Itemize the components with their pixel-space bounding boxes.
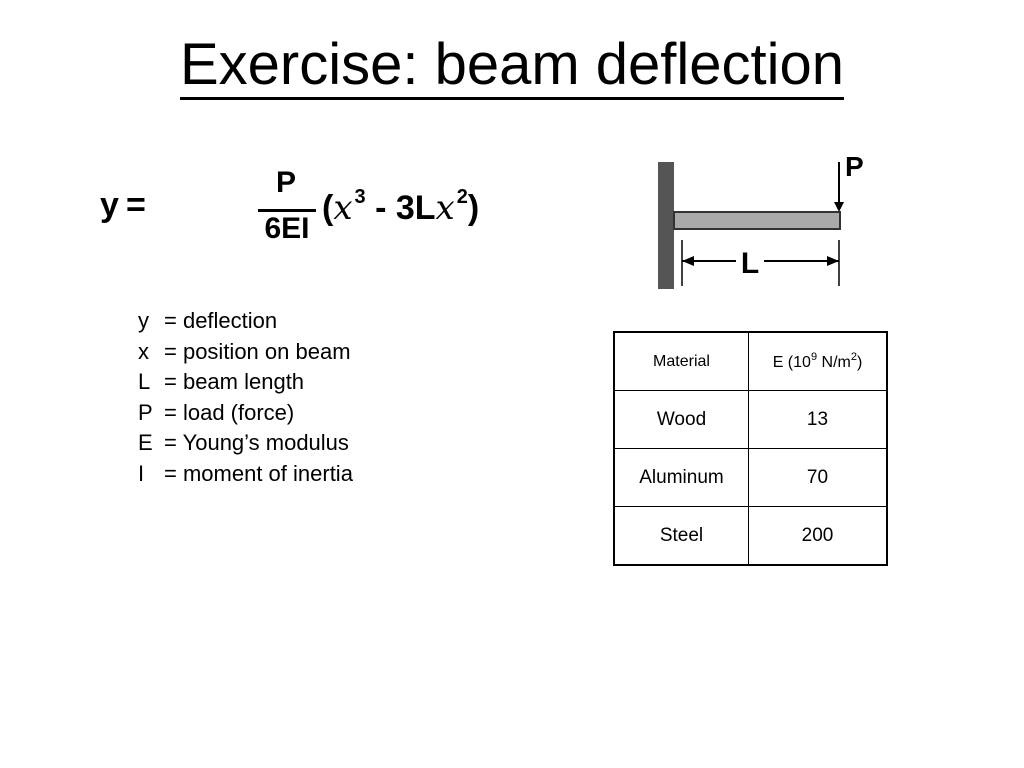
definition-meaning: = Young’s modulus [164, 430, 349, 456]
table-row [614, 391, 887, 449]
header-modulus [749, 332, 888, 391]
formula-exponent-2: 2 [456, 186, 468, 208]
formula-exponent-1: 3 [354, 186, 366, 208]
header-modulus-exp1: 9 [810, 351, 818, 363]
material-cell: Wood [614, 391, 749, 449]
definition-row [138, 367, 353, 398]
wall-support [658, 162, 674, 289]
definition-symbol: L [138, 369, 151, 395]
material-cell: Aluminum [614, 449, 749, 507]
length-label: L [740, 247, 760, 280]
formula-numerator: P [275, 166, 296, 199]
formula-minus-3L: - 3L [365, 189, 436, 227]
definition-symbol: I [138, 460, 145, 486]
open-paren: ( [322, 189, 334, 227]
definition-row [138, 428, 353, 459]
modulus-cell: 70 [749, 449, 888, 507]
slide-title-text: Exercise: beam deflection [180, 32, 844, 100]
formula-polynomial [322, 186, 479, 228]
table-row [614, 449, 887, 507]
slide-title [0, 28, 1024, 102]
dimension-arrow-left-icon [682, 256, 694, 266]
load-label: P [845, 151, 864, 182]
youngs-modulus-table [613, 331, 888, 566]
definition-meaning: = moment of inertia [164, 460, 353, 486]
header-modulus-suffix: ) [856, 354, 863, 371]
beam [674, 212, 840, 229]
modulus-cell: 13 [749, 391, 888, 449]
header-modulus-prefix: E (10 [772, 354, 811, 371]
header-modulus-unit: N/m [817, 354, 851, 371]
formula-equals: = [126, 186, 146, 224]
formula-x-term-1: x [333, 188, 353, 228]
definition-symbol: y [138, 308, 149, 333]
table-header-row [614, 332, 887, 391]
definition-row [138, 306, 353, 337]
material-cell: Steel [614, 507, 749, 566]
definition-meaning: = load (force) [164, 399, 295, 425]
formula-denominator: 6EI [264, 212, 310, 245]
header-material: Material [614, 332, 749, 391]
deflection-formula [100, 166, 480, 253]
definition-meaning: = position on beam [164, 338, 351, 364]
formula-x-term-2: x [435, 188, 455, 228]
definition-row [138, 337, 353, 368]
definition-symbol: P [138, 399, 153, 425]
modulus-cell: 200 [749, 507, 888, 566]
definition-row [138, 459, 353, 490]
header-modulus-exp2: 2 [850, 351, 857, 363]
table-row [614, 507, 887, 566]
formula-lhs: y [100, 186, 119, 224]
definition-meaning: = deflection [164, 308, 278, 333]
definition-symbol: x [138, 338, 149, 364]
definition-row [138, 398, 353, 429]
dimension-arrow-right-icon [827, 256, 839, 266]
definition-symbol: E [138, 430, 153, 456]
close-paren: ) [467, 189, 480, 227]
cantilever-beam-diagram [650, 148, 870, 298]
load-arrowhead-icon [834, 202, 844, 212]
definition-meaning: = beam length [164, 369, 305, 395]
variable-definitions [138, 306, 353, 490]
